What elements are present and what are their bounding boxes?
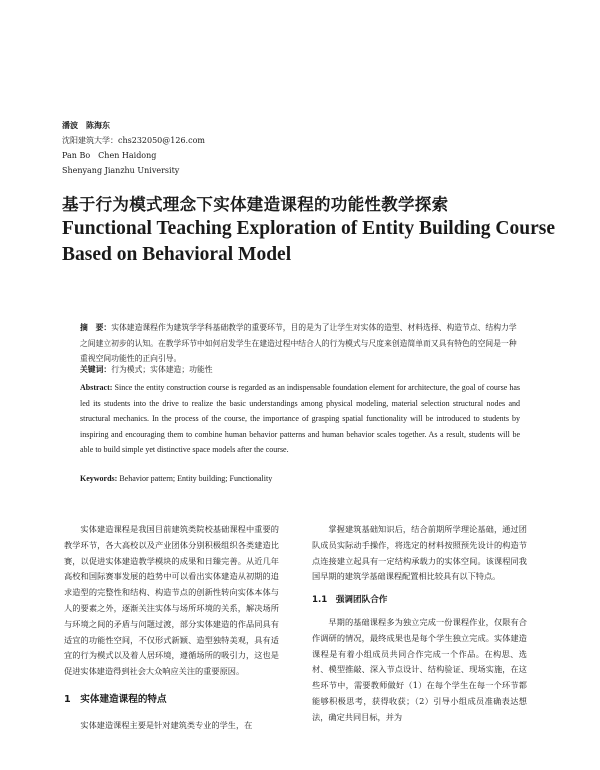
author-block (62, 118, 205, 178)
body-column-left (64, 522, 279, 734)
keywords-en-label: Keywords: (80, 474, 118, 483)
body-column-right (312, 522, 527, 726)
author-affiliation-email: 沈阳建筑大学：chs232050@126.com (62, 136, 205, 145)
keywords-en (80, 474, 272, 483)
abstract-cn (80, 320, 520, 367)
abstract-en (80, 380, 520, 458)
body-paragraph: 掌握建筑基础知识后，结合前期所学理论基础，通过团队成员实际动手操作，将选定的材料按照预先设计的构造节点连接建立起具有一定结构承载力的实体空间。该课程同我国早期的建筑学基础课程配置相比较具有以下特点。 (312, 524, 527, 582)
body-paragraph: 实体建造课程是我国目前建筑类院校基础课程中重要的教学环节，各大高校以及产业团体分别积极组织各类建造比赛，以促进实体建造教学模块的成果和日臻完善。从近几年高校和国际赛事发展的趋势中可以看出实体建造从初期的追求造型的完整性和结构、构造节点的创新性转向实体本体与人的要素之外，逐渐关注实体与场所环境的关系，解决场所与环境之间的矛盾与问题过渡，部分实体建造的作品同具有适宜的功能性空间，不仅形式新颖、造型独特美观，具有适宜的行为模式以及着人居环境，遵循场所的吸引力，这也是促进实体建造得到社会大众响应关注的重要原因。 (64, 524, 279, 677)
body-paragraph: 实体建造课程主要是针对建筑类专业的学生，在 (80, 719, 253, 730)
author-names-en: Pan Bo Chen Haidong (62, 151, 157, 160)
abstract-en-label: Abstract: (80, 383, 113, 392)
author-affiliation-en: Shenyang Jianzhu University (62, 166, 180, 175)
body-paragraph: 早期的基础课程多为独立完成一份课程作业，仅限有合作调研的情况，最终成果也是每个学生独立完成。实体建造课程是有着小组成员共同合作完成一个作品。在构思、选材、模型推敲、深入节点设计、结构验证、现场实施，在这些环节中，需要教师做好（1）在每个学生在每一个环节都能够积极思考，获得收获；（2）引导小组成员准确表达想法，确定共同目标，并为 (312, 616, 527, 722)
abstract-cn-text: 实体建造课程作为建筑学学科基础教学的重要环节，目的是为了让学生对实体的造型、材料选择、构造节点、结构力学之间建立初步的认知。在教学环节中如何启发学生在建造过程中结合人的行为模式与尺度来创造简单而又具有特色的空间是一种重视空间功能性的正向引导。 (80, 323, 517, 363)
title-en: Functional Teaching Exploration of Entity Building Course Based on Behavioral Model (62, 218, 556, 265)
subsection-heading: 1.1 强调团队合作 (312, 595, 388, 606)
keywords-cn (80, 364, 213, 375)
abstract-en-text: Since the entity construction course is regarded as an indispensable foundation element for architecture, the goal of course has led its students into the drive to realize the basic understandings among physical modeling, material selection structural nodes and structural mechanics. In the process of the course, the importance of grasping spatial functionality will be introduced to students by inspiring and encouraging them to combine human behavior patterns and human behavior scales together. As a result, students will be able to build simple yet distinctive space models after the course. (80, 383, 520, 455)
title-cn: 基于行为模式理念下实体建造课程的功能性教学探索 (62, 195, 449, 214)
abstract-cn-label: 摘 要： (80, 323, 112, 332)
keywords-en-text: Behavior pattern; Entity building; Functionality (119, 474, 273, 483)
section-heading: 1 实体建造课程的特点 (64, 693, 167, 705)
author-names-cn: 潘波 陈海东 (62, 120, 110, 130)
keywords-cn-label: 关键词： (80, 365, 112, 374)
keywords-cn-text: 行为模式；实体建造；功能性 (111, 365, 213, 374)
